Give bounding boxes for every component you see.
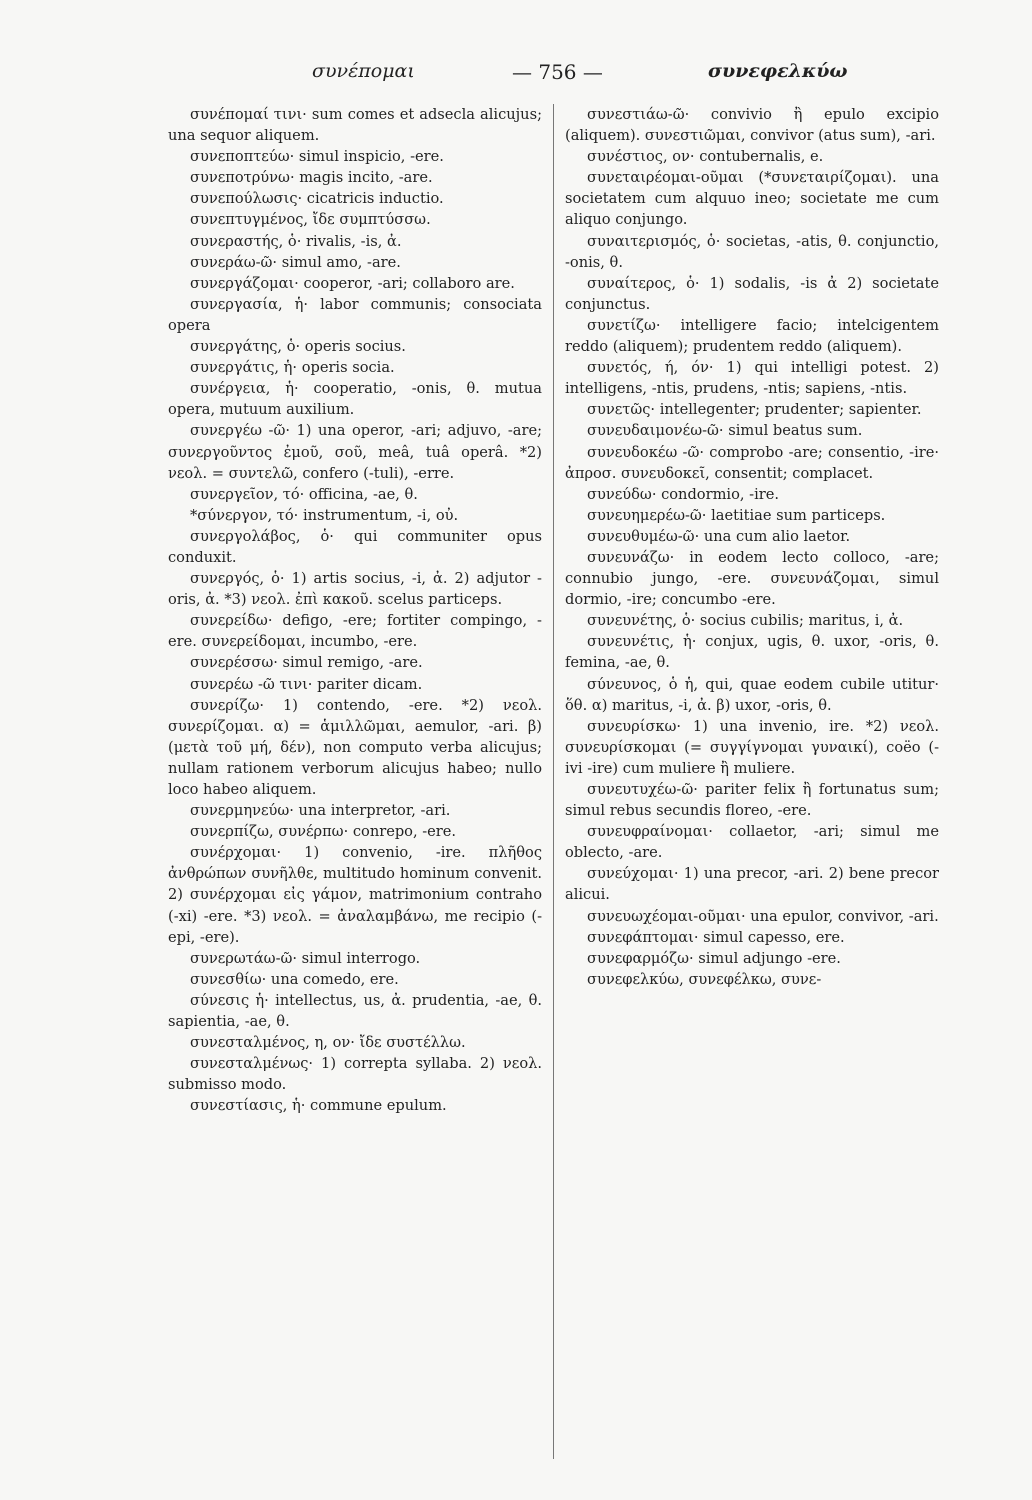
dictionary-entry: συνεποτρύνω· magis incito, -are. [190,169,433,187]
dictionary-entry: συνευρίσκω· 1) una invenio, ire. *2) νεολ. συνευρίσκομαι (= συγγίγνομαι γυναικί), coëo (-ivi -ire) cum muliere ἢ muliere. [565,717,939,777]
dictionary-entry: συνερωτάω-ῶ· simul interrogo. [190,949,421,967]
dictionary-entry: συνευημερέω-ῶ· laetitiae sum particeps. [587,506,886,524]
dictionary-entry: συνεύχομαι· 1) una precor, -ari. 2) bene precor alicui. [565,865,939,904]
dictionary-entry: συνετίζω· intelligere facio; intelcigentem reddo (aliquem); prudentem reddo (aliquem). [565,316,939,356]
dictionary-entry: συνευνάζω· in eodem lecto colloco, -are; connubio jungo, -ere. συνευνάζομαι, simul dormio, -ire; concumbo -ere. [565,548,939,609]
dictionary-entry: συνεσταλμένως· 1) correpta syllaba. 2) νεολ. submisso modo. [168,1055,542,1094]
dictionary-entry: συναίτερος, ὁ· 1) sodalis, -is ἀ 2) societate conjunctus. [565,274,939,313]
dictionary-entry: συνεργάζομαι· cooperor, -ari; collaboro are. [190,274,515,292]
dictionary-entry: συνεργάτης, ὁ· operis socius. [190,338,406,356]
dictionary-entry: συνέστιος, ον· contubernalis, e. [587,148,824,166]
dictionary-entry: συνεργός, ὁ· 1) artis socius, -i, ἀ. 2) adjutor -oris, ἀ. *3) νεολ. ἐπὶ κακοῦ. scelus particeps. [168,570,542,609]
dictionary-entry: συνευδαιμονέω-ῶ· simul beatus sum. [587,422,863,440]
dictionary-entry: συνερέσσω· simul remigo, -are. [190,654,423,672]
dictionary-entry: συνευθυμέω-ῶ· una cum alio laetor. [587,527,851,545]
dictionary-entry: συνεταιρέομαι-οῦμαι (*συνεταιρίζομαι). una societatem cum alquuo ineo; societate me cum aliquo conjungo. [565,169,939,229]
dictionary-entry: συνεφελκύω, συνεφέλκω, συνε- [587,970,822,988]
dictionary-entry: συνευνέτης, ὁ· socius cubilis; maritus, i, ἀ. [587,612,904,630]
page-number: — 756 — [512,60,603,84]
header-left-guideword: συνέπομαι [312,60,415,82]
dictionary-entry: συνευδοκέω -ῶ· comprobo -are; consentio, -ire· ἀπροσ. συνευδοκεῖ, consentit; complacet. [565,443,939,482]
dictionary-entry: συνερμηνεύω· una interpretor, -ari. [190,802,451,820]
left-column [168,104,542,1479]
dictionary-entry: συνερπίζω, συνέρπω· conrepo, -ere. [190,823,457,841]
dictionary-entry: σύνεσις ἡ· intellectus, us, ἀ. prudentia, -ae, θ. sapientia, -ae, θ. [168,991,542,1031]
dictionary-entry: συνερείδω· defigo, -ere; fortiter compingo, -ere. συνερείδομαι, incumbo, -ere. [168,612,542,651]
dictionary-entry: συνερίζω· 1) contendo, -ere. *2) νεολ. συνερίζομαι. α) = ἁμιλλῶμαι, aemulor, -ari. β) (μετὰ τοῦ μή, δέν), non computo verba alicujus; nullam rationem verborum alicujus habeo; nullo loco habeo aliquem. [168,696,542,798]
dictionary-entry: συνεργάτις, ἡ· operis socia. [190,359,395,377]
dictionary-entry: συνεραστής, ὁ· rivalis, -is, ἀ. [190,232,402,250]
dictionary-entry: συνεπούλωσις· cicatricis inductio. [190,190,444,208]
dictionary-entry: συνετῶς· intellegenter; prudenter; sapienter. [587,401,922,419]
dictionary-entry: συνεργέω -ῶ· 1) una operor, -ari; adjuvo, -are; συνεργοῦντος ἐμοῦ, σοῦ, meâ, tuâ operâ. *2) νεολ. = συντελῶ, confero (-tuli), -erre. [168,422,542,482]
dictionary-entry: συνεσταλμένος, η, ον· ἴδε συστέλλω. [190,1034,466,1052]
dictionary-entry: συνευνέτις, ἡ· conjux, ugis, θ. uxor, -oris, θ. femina, -ae, θ. [565,633,939,672]
dictionary-entry: συνέπομαί τινι· sum comes et adsecla alicujus; una sequor aliquem. [168,106,542,145]
dictionary-entry: συνεφαρμόζω· simul adjungo -ere. [587,949,841,967]
dictionary-entry: συνεπτυγμένος, ἴδε συμπτύσσω. [190,211,431,229]
dictionary-entry: συνευωχέομαι-οῦμαι· una epulor, convivor, -ari. [587,907,939,925]
dictionary-entry: συνερέω -ῶ τινι· pariter dicam. [190,675,423,693]
dictionary-entry: συνεστίασις, ἡ· commune epulum. [190,1097,447,1115]
dictionary-entry: συνεφάπτομαι· simul capesso, ere. [587,928,845,946]
dictionary-entry: συνεργεῖον, τό· officina, -ae, θ. [190,485,418,503]
dictionary-entry: συνεργολάβος, ὁ· qui communiter opus conduxit. [168,527,542,566]
right-column [565,104,939,1479]
dictionary-entry: συνεύδω· condormio, -ire. [587,485,779,503]
dictionary-entry: συνεράω-ῶ· simul amo, -are. [190,253,401,271]
dictionary-entry: συνέρχομαι· 1) convenio, -ire. πλῆθος ἀνθρώπων συνῆλθε, multitudo hominum convenit. 2) συνέρχομαι εἰς γάμον, matrimonium contraho (-xi) -ere. *3) νεολ. = ἀναλαμβάνω, me recipio (-epi, -ere). [168,844,542,946]
dictionary-entry: *σύνεργον, τό· instrumentum, -i, οὐ. [190,506,459,524]
dictionary-entry: συνεστιάω-ῶ· convivio ἢ epulo excipio (aliquem). συνεστιῶμαι, convivor (atus sum), -ari. [565,106,939,145]
column-divider [553,104,554,1459]
dictionary-entry: συνευφραίνομαι· collaetor, -ari; simul me oblecto, -are. [565,823,939,862]
dictionary-entry: συναιτερισμός, ὁ· societas, -atis, θ. conjunctio, -onis, θ. [565,232,939,271]
dictionary-entry: σύνευνος, ὁ ἡ, qui, quae eodem cubile utitur· ὅθ. α) maritus, -i, ἀ. β) uxor, -oris, θ. [565,675,939,714]
dictionary-entry: συνεσθίω· una comedo, ere. [190,970,399,988]
dictionary-entry: συνεποπτεύω· simul inspicio, -ere. [190,148,444,166]
header-right-guideword: συνεφελκύω [708,60,848,82]
dictionary-entry: συνετός, ή, όν· 1) qui intelligi potest. 2) intelligens, -ntis, prudens, -ntis; sapiens, -ntis. [565,359,939,398]
dictionary-entry: συνευτυχέω-ῶ· pariter felix ἢ fortunatus sum; simul rebus secundis floreo, -ere. [565,781,939,820]
dictionary-entry: συνέργεια, ἡ· cooperatio, -onis, θ. mutua opera, mutuum auxilium. [168,380,542,419]
dictionary-entry: συνεργασία, ἡ· labor communis; consociata opera [168,295,542,334]
